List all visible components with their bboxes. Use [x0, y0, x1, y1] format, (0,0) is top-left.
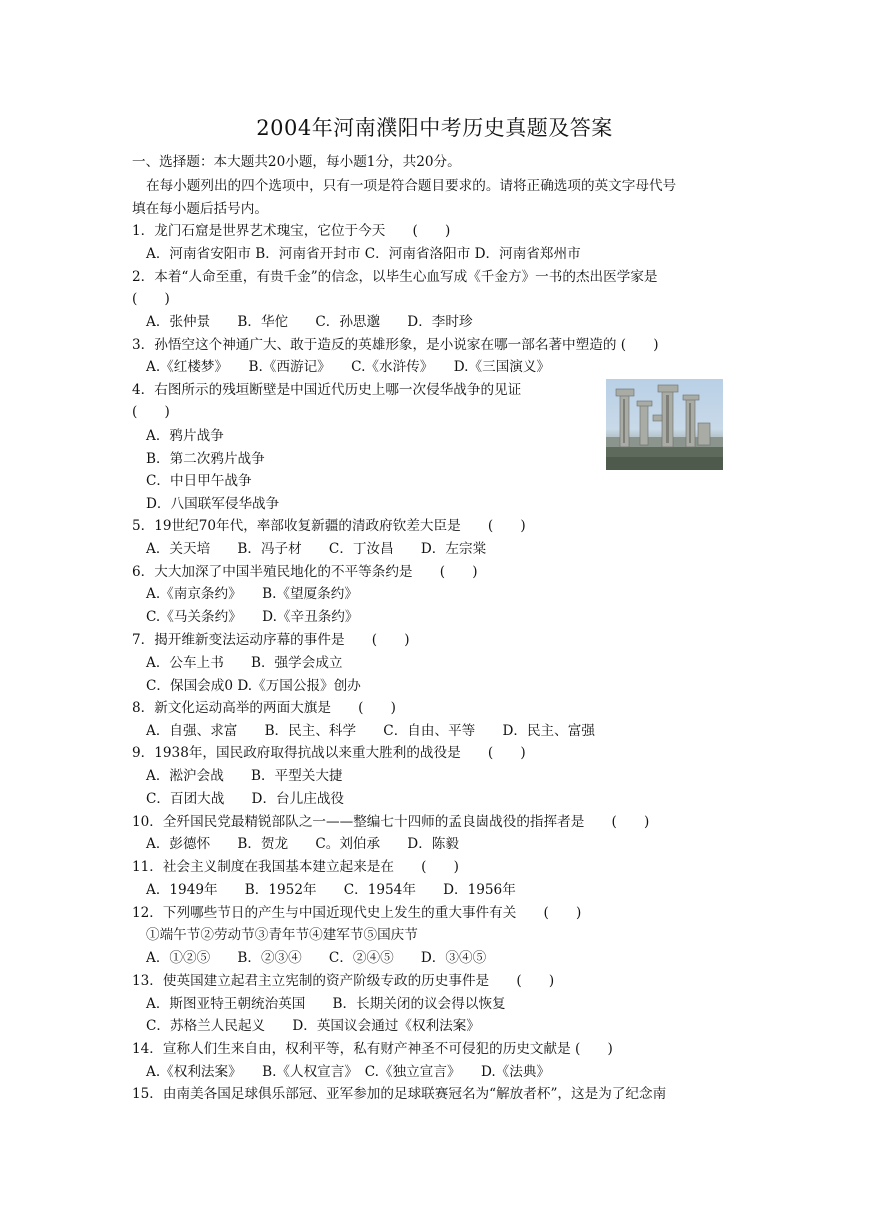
question-4-option-a: A．鸦片战争 [146, 428, 224, 444]
question-14-stem: 14．宣称人们生来自由，权利平等，私有财产神圣不可侵犯的历史文献是 ( ) [132, 1041, 613, 1057]
question-4-option-b: B．第二次鸦片战争 [146, 451, 265, 467]
question-3-stem: 3．孙悟空这个神通广大、敢于造反的英雄形象，是小说家在哪一部名著中塑造的 ( ) [132, 337, 659, 353]
question-4-stem: 4．右图所示的残垣断壁是中国近代历史上哪一次侵华战争的见证 [132, 382, 522, 398]
instruction-line: 填在每小题后括号内。 [132, 201, 268, 217]
question-8-stem: 8．新文化运动高举的两面大旗是 ( ) [132, 700, 396, 716]
question-4-option-c: C．中日甲午战争 [146, 473, 252, 489]
question-7-options-1: A．公车上书 B．强学会成立 [146, 655, 343, 671]
question-12-options: A．①②⑤ B．②③④ C．②④⑤ D．③④⑤ [146, 950, 487, 966]
question-6-stem: 6．大大加深了中国半殖民地化的不平等条约是 ( ) [132, 564, 478, 580]
question-10-options: A．彭德怀 B．贺龙 C。刘伯承 D．陈毅 [146, 836, 459, 852]
question-5-options: A．关天培 B．冯子材 C．丁汝昌 D．左宗棠 [146, 541, 487, 557]
question-7-options-2: C．保国会成0 D.《万国公报》创办 [146, 678, 361, 694]
question-12-stem-cont: ①端午节②劳动节③青年节④建军节⑤国庆节 [146, 927, 418, 943]
ruins-photo [606, 379, 723, 470]
question-9-options-1: A．淞沪会战 B．平型关大捷 [146, 768, 343, 784]
page-title: 2004年河南濮阳中考历史真题及答案 [256, 116, 613, 140]
question-13-options-1: A．斯图亚特王朝统治英国 B．长期关闭的议会得以恢复 [146, 996, 506, 1012]
instruction-line: 在每小题列出的四个选项中，只有一项是符合题目要求的。请将正确选项的英文字母代号 [146, 178, 677, 194]
question-9-options-2: C．百团大战 D．台儿庄战役 [146, 791, 345, 807]
question-13-stem: 13．使英国建立起君主立宪制的资产阶级专政的历史事件是 ( ) [132, 973, 555, 989]
question-14-options: A.《权利法案》 B.《人权宣言》 C.《独立宣言》 D.《法典》 [146, 1064, 551, 1080]
section-heading: 一、选择题：本大题共20小题，每小题1分，共20分。 [132, 154, 461, 170]
question-3-options: A.《红楼梦》 B.《西游记》 C.《水浒传》 D.《三国演义》 [146, 359, 551, 375]
question-11-stem: 11．社会主义制度在我国基本建立起来是在 ( ) [132, 859, 459, 875]
question-7-stem: 7．揭开维新变法运动序幕的事件是 ( ) [132, 632, 410, 648]
question-4-stem-cont: ( ) [132, 404, 170, 420]
question-11-options: A．1949年 B．1952年 C．1954年 D．1956年 [146, 882, 516, 898]
question-8-options: A．自强、求富 B．民主、科学 C．自由、平等 D．民主、富强 [146, 723, 595, 739]
question-12-stem: 12．下列哪些节日的产生与中国近现代史上发生的重大事件有关 ( ) [132, 905, 582, 921]
question-1-stem: 1．龙门石窟是世界艺术瑰宝，它位于今天 ( ) [132, 223, 451, 239]
question-2-stem: 2．本着“人命至重，有贵千金”的信念，以毕生心血写成《千金方》一书的杰出医学家是 [132, 269, 658, 285]
question-9-stem: 9．1938年，国民政府取得抗战以来重大胜利的战役是 ( ) [132, 745, 526, 761]
question-6-options-2: C.《马关条约》 D.《辛丑条约》 [146, 609, 359, 625]
question-5-stem: 5．19世纪70年代，率部收复新疆的清政府钦差大臣是 ( ) [132, 518, 526, 534]
question-15-stem: 15．由南美各国足球俱乐部冠、亚军参加的足球联赛冠名为“解放者杯”，这是为了纪念南 [132, 1086, 667, 1102]
question-4-option-d: D．八国联军侵华战争 [146, 496, 280, 512]
question-13-options-2: C．苏格兰人民起义 D．英国议会通过《权利法案》 [146, 1018, 480, 1034]
question-2-options: A．张仲景 B．华佗 C．孙思邈 D．李时珍 [146, 314, 473, 330]
question-1-options: A．河南省安阳市 B．河南省开封市 C．河南省洛阳市 D．河南省郑州市 [146, 246, 581, 262]
question-6-options-1: A.《南京条约》 B.《望厦条约》 [146, 586, 358, 602]
question-10-stem: 10．全歼国民党最精锐部队之一——整编七十四师的孟良崮战役的指挥者是 ( ) [132, 814, 650, 830]
question-2-stem-cont: ( ) [132, 291, 170, 307]
